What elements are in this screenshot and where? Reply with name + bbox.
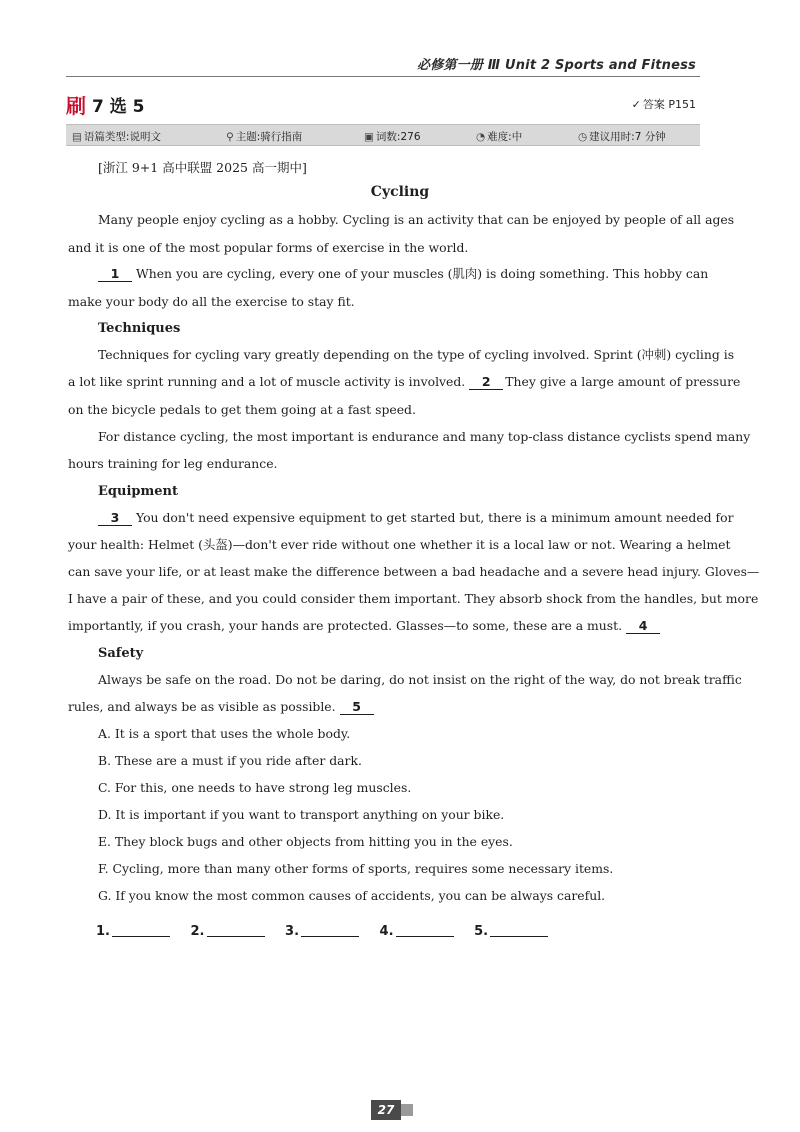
paragraph-line: your health: Helmet (头盔)—don't ever ride without one whether it is a local law or not. Wearing a helmet [68,537,731,552]
answer-input-4[interactable] [396,936,454,937]
option-e: E. They block bugs and other objects from hitting you in the eyes. [98,834,513,849]
answer-slot [380,924,454,939]
paragraph-line [68,699,376,715]
info-topic [226,129,302,144]
page-number: 27 [371,1100,401,1120]
option-d: D. It is important if you want to transport anything on your bike. [98,807,505,822]
answer-reference-text: 答案 P151 [642,98,696,111]
answer-label: 5. [474,924,489,939]
info-topic-text: 主题:骑行指南 [235,131,303,143]
passage-title: Cycling [370,184,430,200]
answer-row [96,924,564,939]
running-head: 必修第一册 Ⅲ Unit 2 Sports and Fitness [417,58,696,73]
subheading-safety: Safety [98,646,144,661]
answer-input-2[interactable] [207,936,265,937]
option-a: A. It is a sport that uses the whole body. [98,726,351,741]
paragraph-line [98,510,734,526]
subheading-techniques: Techniques [98,321,181,336]
blank-3[interactable]: 3 [98,511,132,526]
option-c: C. For this, one needs to have strong leg muscles. [98,780,412,795]
answer-label: 2. [190,924,205,939]
answer-slot [474,924,548,939]
paragraph-line: Always be safe on the road. Do not be daring, do not insist on the right of the way, do not break traffic [98,672,742,687]
info-time-text: 建议用时:7 分钟 [589,131,666,143]
brand-mark: 刷 [66,94,86,118]
paragraph-line [68,618,662,634]
paragraph-line: and it is one of the most popular forms of exercise in the world. [68,240,469,255]
document-icon: ▣ [364,131,374,143]
paragraph-text: a lot like sprint running and a lot of muscle activity is involved. [68,374,466,389]
paragraph-line: hours training for leg endurance. [68,456,278,471]
paragraph-text: You don't need expensive equipment to get started but, there is a minimum amount needed for [136,510,734,525]
paragraph-line: on the bicycle pedals to get them going at a fast speed. [68,402,416,417]
blank-5[interactable]: 5 [340,700,374,715]
info-difficulty-text: 难度:中 [487,131,523,143]
paragraph-text: importantly, if you crash, your hands are protected. Glasses—to some, these are a must. [68,618,623,633]
answer-input-1[interactable] [112,936,170,937]
option-g: G. If you know the most common causes of accidents, you can be always careful. [98,888,606,903]
page-number-decoration [401,1104,413,1116]
info-difficulty [476,129,522,144]
gauge-icon: ◔ [476,131,486,143]
info-genre [72,129,161,144]
clock-icon: ◷ [578,131,588,143]
paragraph-line [98,266,709,282]
exam-source: [浙江 9+1 高中联盟 2025 高一期中] [98,160,307,175]
paragraph-text: When you are cycling, every one of your muscles (肌肉) is doing something. This hobby can [136,266,709,281]
paragraph-line: make your body do all the exercise to stay fit. [68,294,355,309]
search-icon: ⚲ [226,131,234,143]
book-icon: ▤ [72,131,82,143]
blank-4[interactable]: 4 [626,619,660,634]
header-rule [66,76,700,77]
info-time [578,129,666,144]
paragraph-line [68,374,740,390]
blank-2[interactable]: 2 [469,375,503,390]
paragraph-line: Many people enjoy cycling as a hobby. Cycling is an activity that can be enjoyed by people of all ages [98,212,735,227]
option-b: B. These are a must if you ride after dark. [98,753,362,768]
answer-reference [632,96,696,112]
blank-1[interactable]: 1 [98,267,132,282]
answer-input-5[interactable] [490,936,548,937]
info-word-count-text: 词数:276 [375,131,421,143]
info-genre-text: 语篇类型:说明文 [83,131,161,143]
answer-slot [96,924,170,939]
paragraph-line: can save your life, or at least make the difference between a bad headache and a severe head injury. Gloves— [68,564,760,579]
answer-slot [191,924,265,939]
subheading-equipment: Equipment [98,484,178,499]
paragraph-line: Techniques for cycling vary greatly depending on the type of cycling involved. Sprint (冲刺) cycling is [98,347,735,362]
exercise-title: 7 选 5 [92,97,145,117]
answer-slot [285,924,359,939]
check-icon: ✓ [631,98,641,111]
exercise-title-row [66,90,700,118]
answer-label: 1. [96,924,110,939]
info-word-count [364,129,421,144]
paragraph-text: They give a large amount of pressure [505,374,741,389]
option-f: F. Cycling, more than many other forms of sports, requires some necessary items. [98,861,614,876]
paragraph-text: rules, and always be as visible as possible. [68,699,336,714]
paragraph-line: I have a pair of these, and you could consider them important. They absorb shock from the handles, but more [68,591,759,606]
answer-label: 4. [379,924,394,939]
answer-label: 3. [285,924,300,939]
paragraph-line: For distance cycling, the most important is endurance and many top-class distance cyclists spend many [98,429,751,444]
answer-input-3[interactable] [301,936,359,937]
passage-info-bar [66,124,700,146]
